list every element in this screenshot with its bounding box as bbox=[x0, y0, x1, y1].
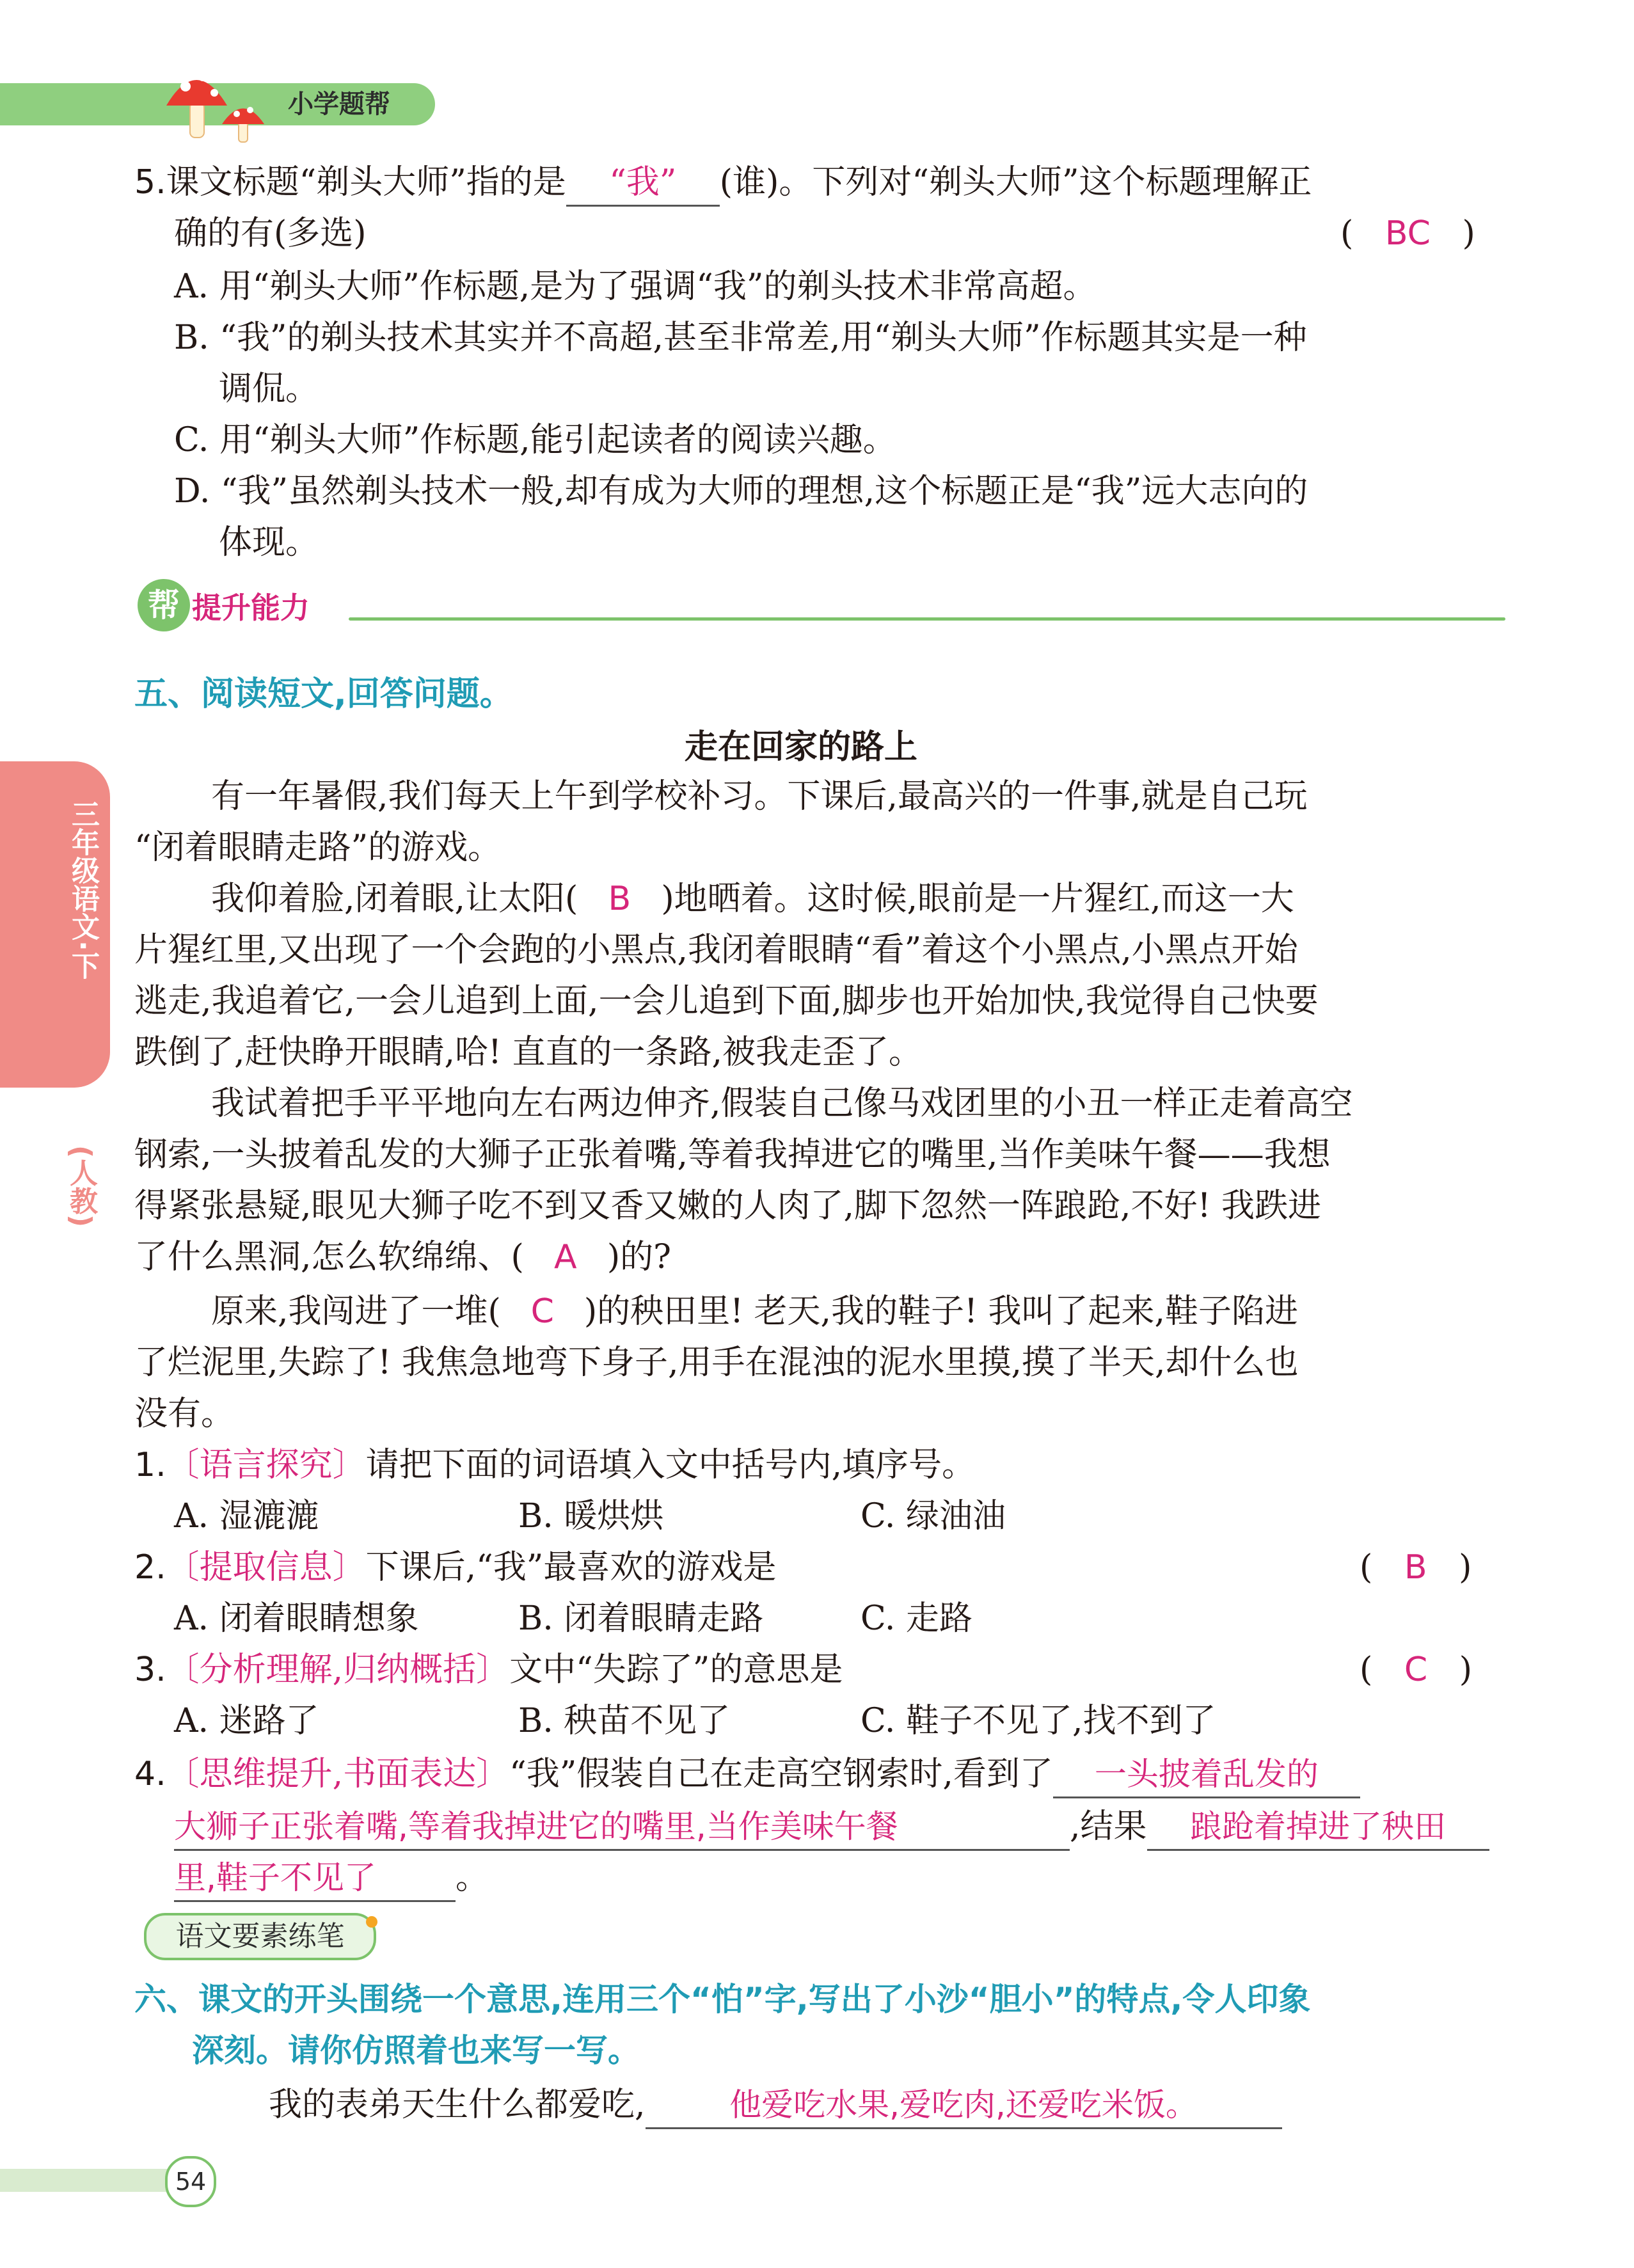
passage-blank-2: A bbox=[554, 1238, 577, 1276]
q3-answer: C bbox=[1404, 1651, 1428, 1689]
q4-text: “我”假装自己在走高空钢索时,看到了 bbox=[509, 1755, 1053, 1793]
passage-blank-3: C bbox=[530, 1292, 554, 1331]
passage-p4-line1 bbox=[211, 1286, 1298, 1337]
passage-blank-1: B bbox=[608, 880, 631, 918]
q3-number: 3. bbox=[134, 1651, 166, 1689]
q3-text: 文中“失踪了”的意思是 bbox=[509, 1651, 843, 1689]
q3-line bbox=[134, 1644, 843, 1695]
q4-tag: 〔思维提升,书面表达〕 bbox=[166, 1755, 510, 1793]
q1-option-a: A. 湿漉漉 bbox=[174, 1497, 319, 1535]
mushroom-logo bbox=[163, 58, 278, 147]
q4-answer-2a: 踉跄着掉进了秧田 bbox=[1147, 1804, 1489, 1851]
passage-p3-line3: 得紧张悬疑,眼见大狮子吃不到又香又嫩的人肉了,脚下忽然一阵踉跄,不好! 我跌进 bbox=[134, 1187, 1322, 1225]
section-bar-line bbox=[349, 617, 1505, 621]
q5-option-c: C. 用“剃头大师”作标题,能引起读者的阅读兴趣。 bbox=[174, 421, 896, 459]
q2-option-a: A. 闭着眼睛想象 bbox=[174, 1599, 419, 1638]
section-bar-icon: 帮 bbox=[138, 579, 190, 631]
q5-number: 5. bbox=[134, 163, 166, 202]
section5-title: 五、阅读短文,回答问题。 bbox=[134, 675, 513, 713]
side-tab-edition: (人教) bbox=[65, 1145, 97, 1228]
q2-option-c: C. 走路 bbox=[861, 1599, 972, 1638]
section6-title-a: 六、课文的开头围绕一个意思,连用三个“怕”字,写出了小沙“胆小”的特点,令人印象 bbox=[134, 1981, 1311, 2018]
q4-answer-1b: 大狮子正张着嘴,等着我掉进它的嘴里,当作美味午餐 bbox=[174, 1804, 1070, 1851]
passage-p3-a: 了什么黑洞,怎么软绵绵、( bbox=[134, 1238, 524, 1276]
section6-badge-dot bbox=[366, 1916, 377, 1928]
q4-line2 bbox=[174, 1801, 1489, 1852]
passage-p4-line3: 没有。 bbox=[134, 1395, 235, 1433]
q4-answer-2b: 里,鞋子不见了 bbox=[174, 1855, 456, 1902]
q1-number: 1. bbox=[134, 1446, 166, 1484]
passage-p1-line2: “闭着眼睛走路”的游戏。 bbox=[134, 829, 502, 867]
q3-tag: 〔分析理解,归纳概括〕 bbox=[166, 1651, 510, 1689]
q5-answer: BC bbox=[1384, 214, 1431, 253]
q2-text: 下课后,“我”最喜欢的游戏是 bbox=[365, 1548, 777, 1587]
passage-p3-line4 bbox=[134, 1232, 671, 1283]
passage-p4-line2: 了烂泥里,失踪了! 我焦急地弯下身子,用手在混浊的泥水里摸,摸了半天,却什么也 bbox=[134, 1344, 1299, 1382]
section6-answer: 他爱吃水果,爱吃肉,还爱吃米饭。 bbox=[646, 2082, 1282, 2129]
q3-option-b: B. 秧苗不见了 bbox=[518, 1702, 731, 1740]
q2-line bbox=[134, 1542, 776, 1593]
passage-p1-line1: 有一年暑假,我们每天上午到学校补习。下课后,最高兴的一件事,就是自己玩 bbox=[211, 777, 1308, 816]
q5-option-b: B. “我”的剃头技术其实并不高超,甚至非常差,用“剃头大师”作标题其实是一种 bbox=[174, 319, 1307, 357]
passage-p2-line4: 跌倒了,赶快睁开眼睛,哈! 直直的一条路,被我走歪了。 bbox=[134, 1033, 923, 1072]
q5-option-d: D. “我”虽然剃头技术一般,却有成为大师的理想,这个标题正是“我”远大志向的 bbox=[174, 472, 1308, 511]
passage-p2-line3: 逃走,我追着它,一会儿追到上面,一会儿追到下面,脚步也开始加快,我觉得自己快要 bbox=[134, 982, 1319, 1020]
q3-option-a: A. 迷路了 bbox=[174, 1702, 319, 1740]
q5-option-b-cont: 调侃。 bbox=[219, 370, 319, 408]
q5-line1 bbox=[134, 157, 1312, 208]
q1-tag: 〔语言探究〕 bbox=[166, 1446, 366, 1484]
footer-bar bbox=[0, 2169, 192, 2192]
passage-p2-b: )地晒着。这时候,眼前是一片猩红,而这一大 bbox=[661, 880, 1294, 918]
q1-option-b: B. 暖烘烘 bbox=[518, 1497, 664, 1535]
passage-title: 走在回家的路上 bbox=[685, 728, 918, 766]
passage-p2-a: 我仰着脸,闭着眼,让太阳( bbox=[211, 880, 578, 918]
q2-answer-paren: ( B ) bbox=[1360, 1548, 1472, 1587]
q4-end: 。 bbox=[456, 1859, 489, 1897]
passage-p3-b: )的? bbox=[607, 1238, 671, 1276]
q3-answer-paren: ( C ) bbox=[1360, 1651, 1473, 1689]
section6-answer-line bbox=[269, 2079, 1282, 2130]
q3-option-c: C. 鞋子不见了,找不到了 bbox=[861, 1702, 1216, 1740]
brand-name: 小学题帮 bbox=[288, 90, 390, 119]
q4-number: 4. bbox=[134, 1755, 166, 1793]
passage-p4-b: )的秧田里! 老天,我的鞋子! 我叫了起来,鞋子陷进 bbox=[583, 1292, 1299, 1331]
section6-lead: 我的表弟天生什么都爱吃, bbox=[269, 2086, 646, 2124]
q5-stem-a: 课文标题“剃头大师”指的是 bbox=[166, 163, 566, 202]
section-bar-label: 提升能力 bbox=[192, 591, 310, 625]
q2-tag: 〔提取信息〕 bbox=[166, 1548, 366, 1587]
q5-stem-c: 确的有(多选) bbox=[174, 214, 367, 253]
q1-text: 请把下面的词语填入文中括号内,填序号。 bbox=[365, 1446, 976, 1484]
passage-p2-line2: 片猩红里,又出现了一个会跑的小黑点,我闭着眼睛“看”着这个小黑点,小黑点开始 bbox=[134, 931, 1298, 969]
q5-answer-paren: ( BC ) bbox=[1340, 214, 1475, 253]
passage-p4-a: 原来,我闯进了一堆( bbox=[211, 1292, 501, 1331]
passage-p3-line1: 我试着把手平平地向左右两边伸齐,假装自己像马戏团里的小丑一样正走着高空 bbox=[211, 1084, 1353, 1123]
q5-option-a: A. 用“剃头大师”作标题,是为了强调“我”的剃头技术非常高超。 bbox=[174, 267, 1097, 306]
q5-blank-answer: “我” bbox=[566, 160, 720, 207]
section6-title-b: 深刻。请你仿照着也来写一写。 bbox=[192, 2032, 640, 2069]
q1-line bbox=[134, 1439, 975, 1491]
q2-number: 2. bbox=[134, 1548, 166, 1587]
side-tab-grade: 三年级语文·下 bbox=[67, 800, 99, 979]
q5-stem-b: (谁)。下列对“剃头大师”这个标题理解正 bbox=[719, 163, 1312, 202]
q5-option-d-cont: 体现。 bbox=[219, 523, 319, 562]
q4-answer-1a: 一头披着乱发的 bbox=[1053, 1752, 1360, 1798]
q4-line1 bbox=[134, 1749, 1360, 1800]
passage-p3-line2: 钢索,一头披着乱发的大狮子正张着嘴,等着我掉进它的嘴里,当作美味午餐——我想 bbox=[134, 1136, 1331, 1174]
q1-option-c: C. 绿油油 bbox=[861, 1497, 1006, 1535]
q4-mid: ,结果 bbox=[1070, 1807, 1147, 1846]
q2-option-b: B. 闭着眼睛走路 bbox=[518, 1599, 764, 1638]
passage-p2-line1 bbox=[211, 873, 1294, 924]
section6-badge: 语文要素练笔 bbox=[144, 1913, 376, 1960]
page-number: 54 bbox=[165, 2156, 216, 2207]
q4-line3 bbox=[174, 1852, 489, 1903]
q2-answer: B bbox=[1404, 1548, 1427, 1587]
